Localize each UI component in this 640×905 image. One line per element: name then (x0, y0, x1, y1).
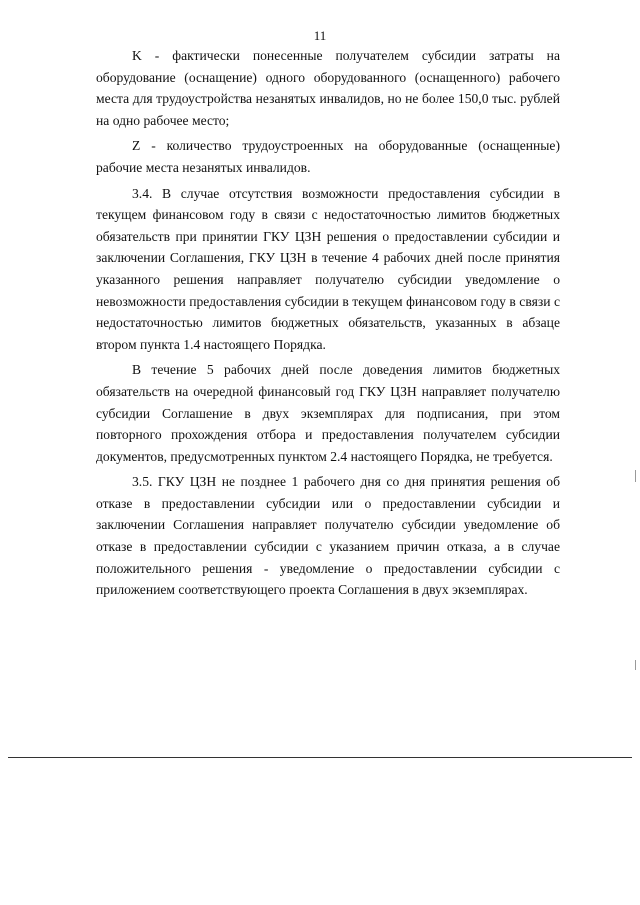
document-body (96, 45, 560, 601)
paragraph-3-5: 3.5. ГКУ ЦЗН не позднее 1 рабочего дня со дня принятия решения об отказе в предоставлении субсидии или о предоставлении субсидии и заключении Соглашения направляет получателю субсидии уведомление об отказе в предоставлении субсидии с указанием причин отказа, а в случае положительного решения - уведомление о предоставлении субсидии с приложением соответствующего проекта Соглашения в двух экземплярах. (96, 474, 560, 598)
scan-edge-mark (635, 660, 636, 670)
bottom-divider-line (8, 757, 632, 758)
paragraph-z-definition: Z - количество трудоустроенных на оборудованные (оснащенные) рабочие места незанятых инвалидов. (96, 138, 560, 175)
paragraph-3-4: 3.4. В случае отсутствия возможности предоставления субсидии в текущем финансовом году в связи с недостаточностью лимитов бюджетных обязательств при принятии ГКУ ЦЗН решения о предоставлении субсидии и заключении Соглашения, ГКУ ЦЗН в течение 4 рабочих дней после принятия указанного решения направляет получателю субсидии уведомление о невозможности предоставления субсидии в текущем финансовом году в связи с недостаточностью лимитов бюджетных обязательств, указанных в абзаце втором пункта 1.4 настоящего Порядка. (96, 185, 560, 352)
page-number: 11 (313, 28, 327, 43)
paragraph-k-definition: K - фактически понесенные получателем субсидии затраты на оборудование (оснащение) одного оборудованного (оснащенного) рабочего места для трудоустройства незанятых инвалидов, но не более 150,0 тыс. рублей на одно рабочее место; (96, 48, 560, 128)
scan-edge-mark (635, 470, 636, 482)
paragraph-limits: В течение 5 рабочих дней после доведения лимитов бюджетных обязательств на очередной финансовый год ГКУ ЦЗН направляет получателю субсидии Соглашение в двух экземплярах для подписания, при этом повторного прохождения отбора и предоставления получателем субсидии документов, предусмотренных пунктом 2.4 настоящего Порядка, не требуется. (96, 362, 560, 464)
